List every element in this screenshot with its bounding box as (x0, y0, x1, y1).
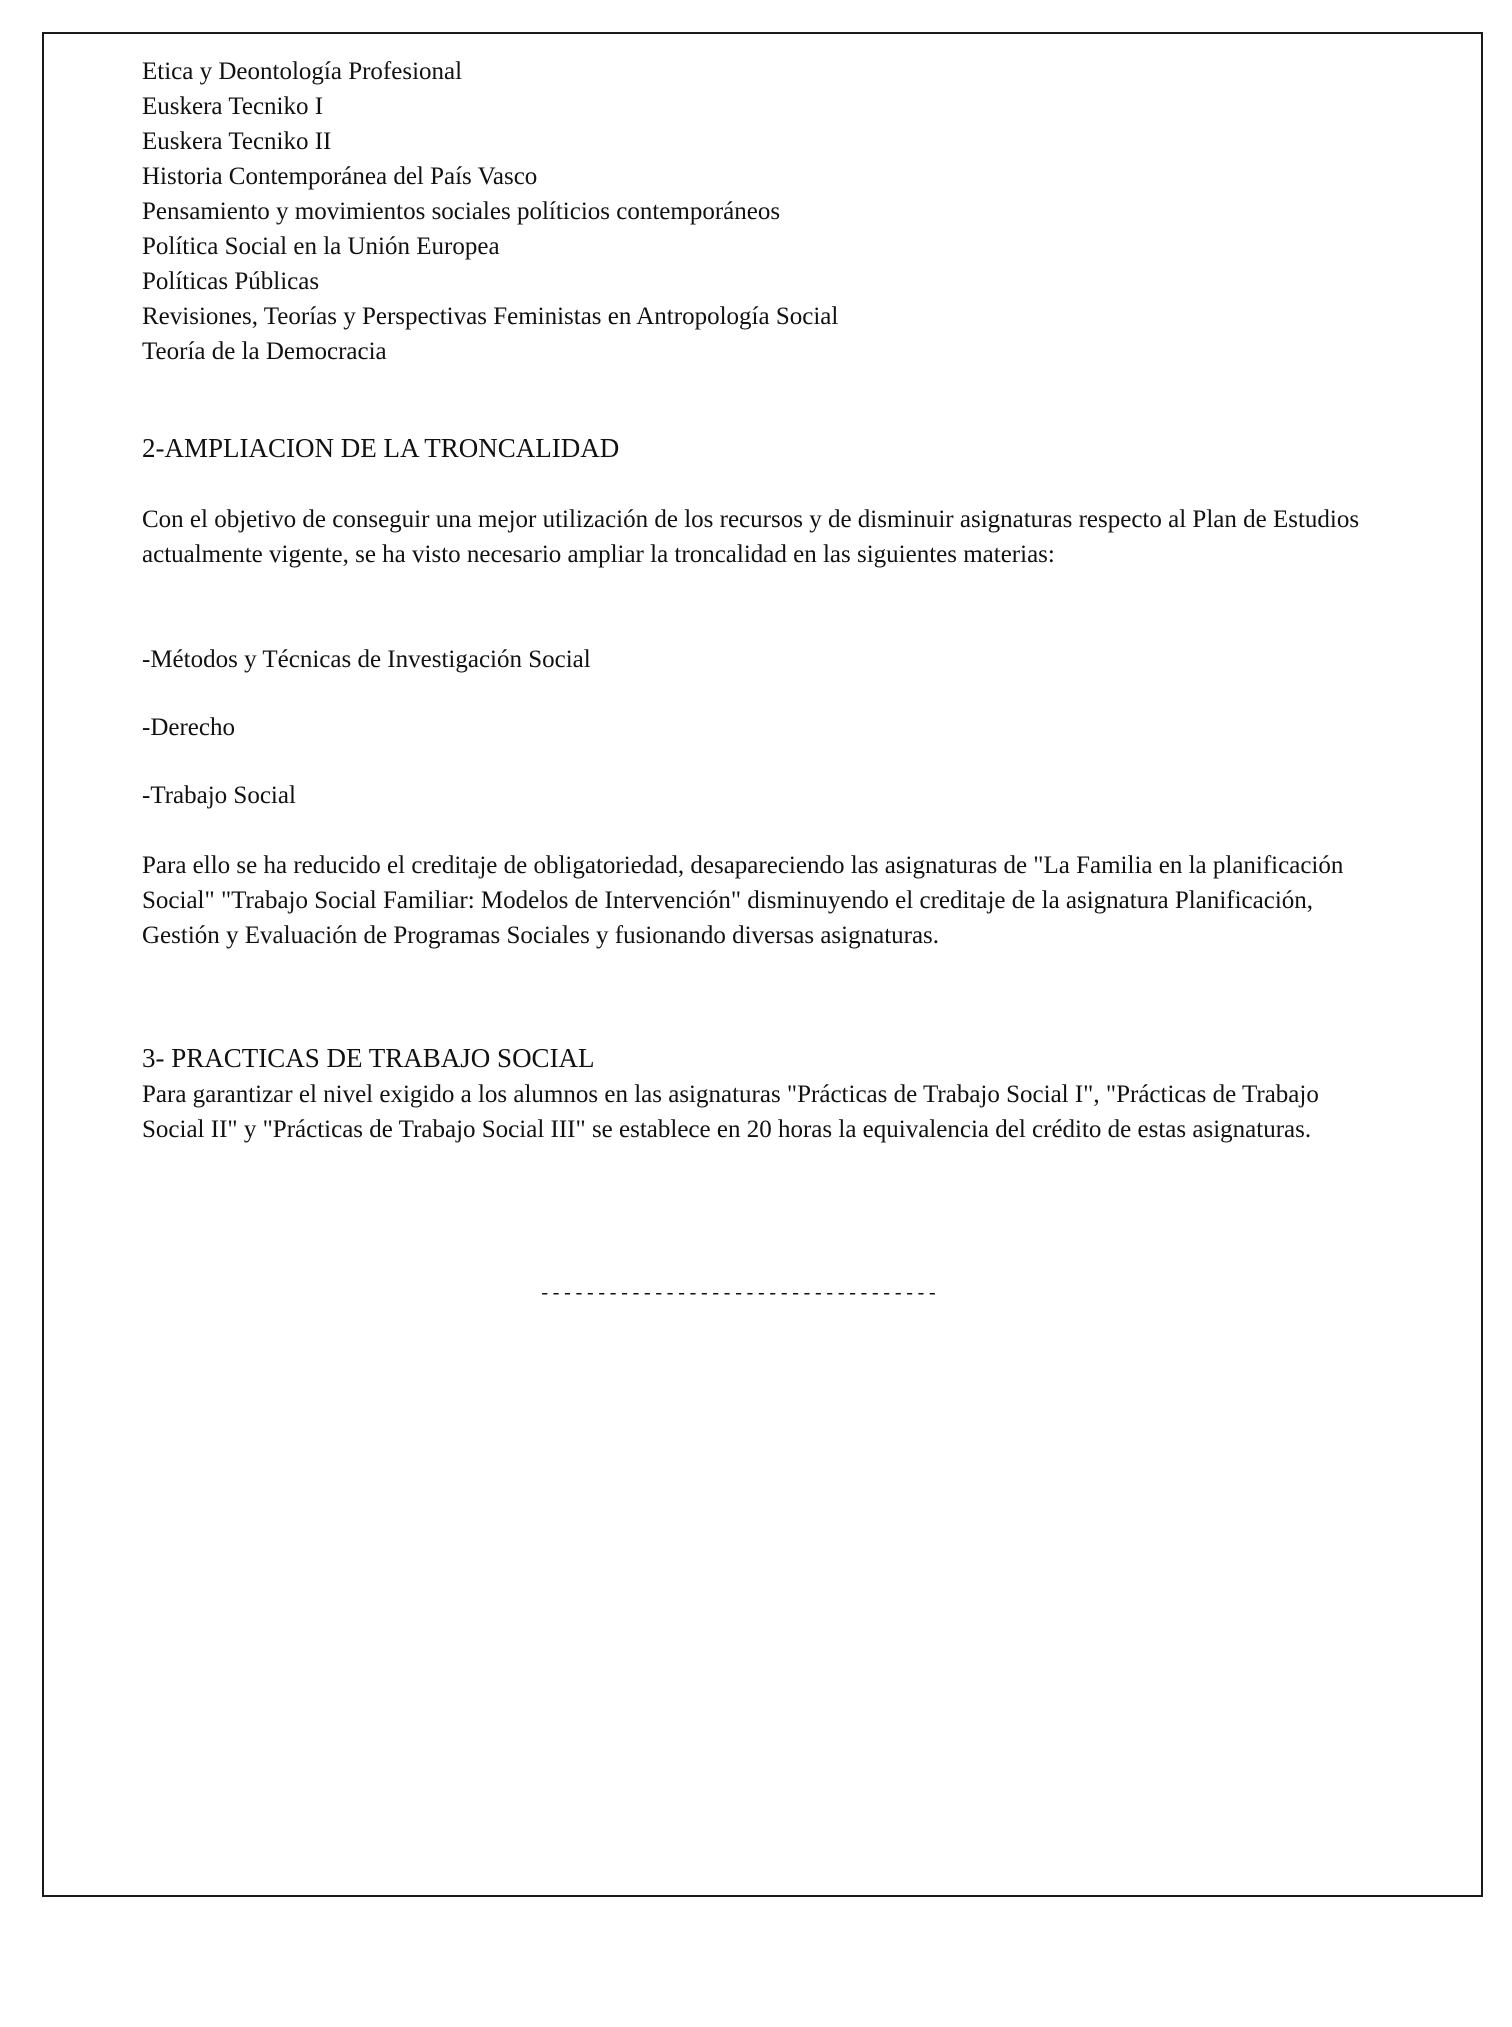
course-item: Euskera Tecniko I (142, 93, 324, 120)
course-item: Pensamiento y movimientos sociales políticios contemporáneos (142, 198, 781, 225)
course-item: Políticas Públicas (142, 268, 320, 295)
subject-item: -Derecho (142, 714, 235, 741)
subject-item: -Métodos y Técnicas de Investigación Social (142, 646, 591, 673)
course-item: Euskera Tecniko II (142, 128, 332, 155)
section-3-paragraph: Para garantizar el nivel exigido a los alumnos en las asignaturas "Prácticas de Trabajo Social I", "Prácticas de Trabajo Social II" y "Prácticas de Trabajo Social III" se establece en 20 horas la equivalencia del crédito de estas asignaturas. (142, 1081, 1319, 1143)
section-3-heading: 3- PRACTICAS DE TRABAJO SOCIAL (142, 1043, 595, 1073)
course-item: Etica y Deontología Profesional (142, 58, 463, 85)
section-2-paragraph: Con el objetivo de conseguir una mejor utilización de los recursos y de disminuir asignaturas respecto al Plan de Estudios actualmente vigente, se ha visto necesario ampliar la troncalidad en las siguientes materias: (142, 506, 1360, 568)
course-item: Teoría de la Democracia (142, 338, 387, 365)
course-item: Historia Contemporánea del País Vasco (142, 163, 538, 190)
document-body (142, 54, 1362, 1143)
section-2-paragraph-2: Para ello se ha reducido el creditaje de obligatoriedad, desapareciendo las asignaturas de "La Familia en la planificación Social" "Trabajo Social Familiar: Modelos de Intervención" disminuyendo el creditaje de la asignatura Planificación, Gestión y Evaluación de Programas Sociales y fusionando diversas asignaturas. (142, 852, 1344, 949)
subject-item: -Trabajo Social (142, 782, 296, 809)
course-item: Revisiones, Teorías y Perspectivas Feministas en Antropología Social (142, 303, 839, 330)
section-2-heading: 2-AMPLIACION DE LA TRONCALIDAD (142, 433, 620, 463)
separator-line: ----------------------------------- (539, 1283, 939, 1305)
course-list (142, 54, 1362, 369)
course-item: Política Social en la Unión Europea (142, 233, 500, 260)
